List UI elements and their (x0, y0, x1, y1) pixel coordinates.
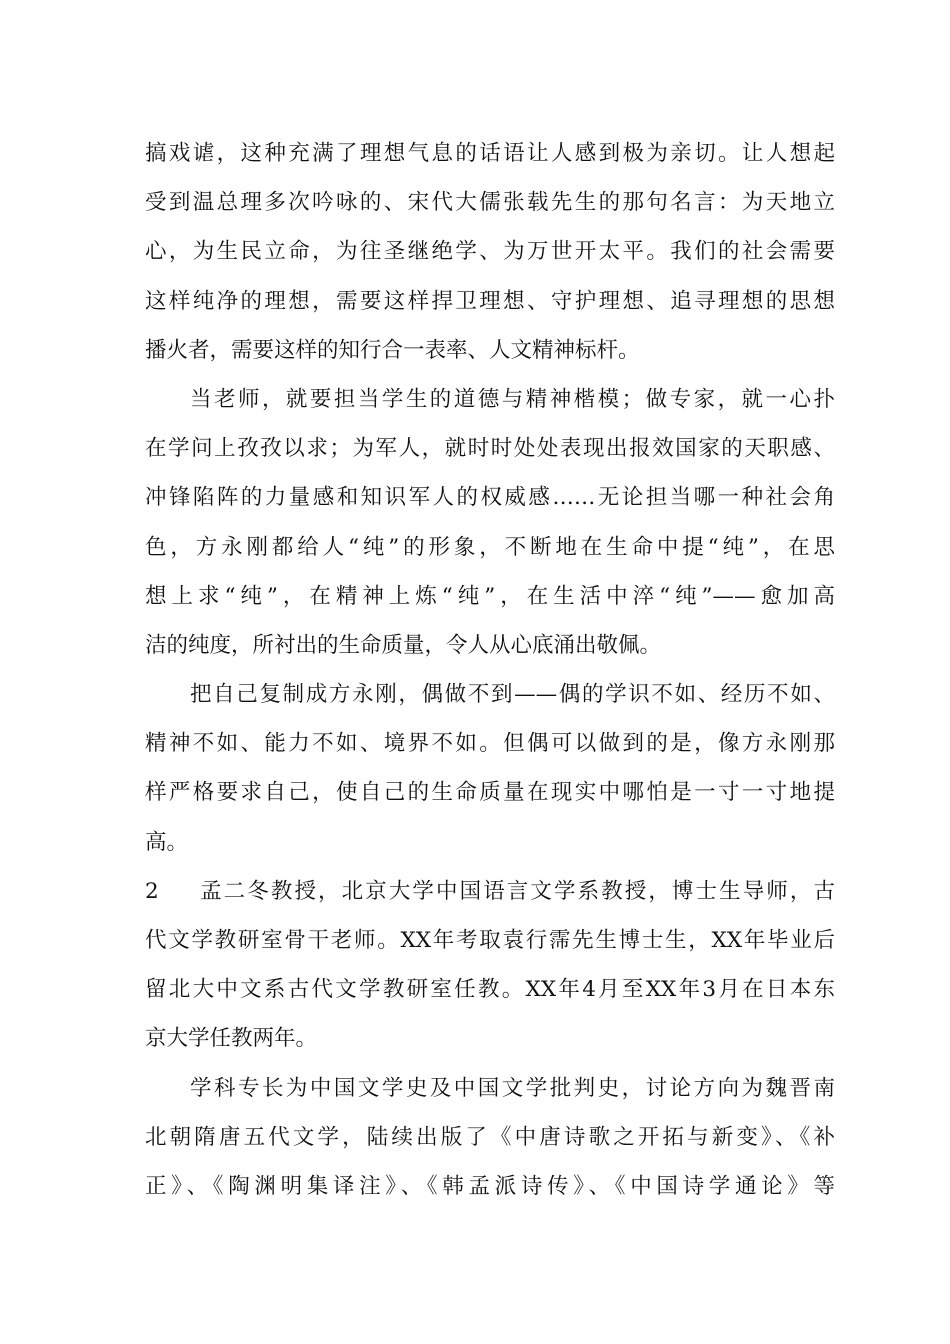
text-line: 播火者，需要这样的知行合一表率、人文精神标杆。 (145, 337, 640, 363)
text-line: 学科专长为中国文学史及中国文学批判史，讨论方向为魏晋南 (190, 1075, 835, 1101)
text-line: 正》、《陶渊明集译注》、《韩孟派诗传》、《中国诗学通论》等 (145, 1173, 835, 1199)
text-line: 搞戏谑，这种充满了理想气息的话语让人感到极为亲切。让人想起 (145, 141, 835, 166)
text-line: 代文学教研室骨干老师。XX年考取袁行霈先生博士生，XX年毕业后 (145, 928, 835, 953)
text-line: 心，为生民立命，为往圣继绝学、为万世开太平。我们的社会需要 (145, 239, 835, 265)
text-line: 受到温总理多次吟咏的、宋代大儒张载先生的那句名言：为天地立 (145, 190, 835, 216)
text-line: 精神不如、能力不如、境界不如。但偶可以做到的是，像方永刚那 (145, 731, 835, 757)
text-line: 在学问上孜孜以求；为军人，就时时处处表现出报效国家的天职感、 (145, 436, 835, 462)
text-line: 留北大中文系古代文学教研室任教。XX年4月至XX年3月在日本东 (145, 977, 835, 1003)
text-line: 高。 (145, 829, 189, 855)
text-line: 想上求“纯”，在精神上炼“纯”，在生活中淬“纯”——愈加高 (145, 583, 835, 609)
text-line: 洁的纯度，所衬出的生命质量，令人从心底涌出敬佩。 (145, 632, 662, 658)
document-body (145, 129, 835, 1211)
text-line: 冲锋陷阵的力量感和知识军人的权威感……无论担当哪一种社会角 (145, 485, 835, 511)
text-line: 北朝隋唐五代文学，陆续出版了《中唐诗歌之开拓与新变》、《补 (145, 1124, 835, 1150)
text-line: 这样纯净的理想，需要这样捍卫理想、守护理想、追寻理想的思想 (145, 288, 835, 314)
text-line: 色，方永刚都给人“纯”的形象，不断地在生命中提“纯”，在思 (145, 534, 835, 560)
section-number: 2 (145, 878, 159, 904)
text-line: 当老师，就要担当学生的道德与精神楷模；做专家，就一心扑 (190, 386, 835, 412)
text-line: 京大学任教两年。 (145, 1026, 318, 1052)
text-line: 把自己复制成方永刚，偶做不到——偶的学识不如、经历不如、 (190, 682, 835, 708)
text-line: 孟二冬教授，北京大学中国语言文学系教授，博士生导师，古 (198, 878, 835, 904)
text-line: 样严格要求自己，使自己的生命质量在现实中哪怕是一寸一寸地提 (145, 780, 835, 806)
numbered-text-line (145, 867, 835, 916)
